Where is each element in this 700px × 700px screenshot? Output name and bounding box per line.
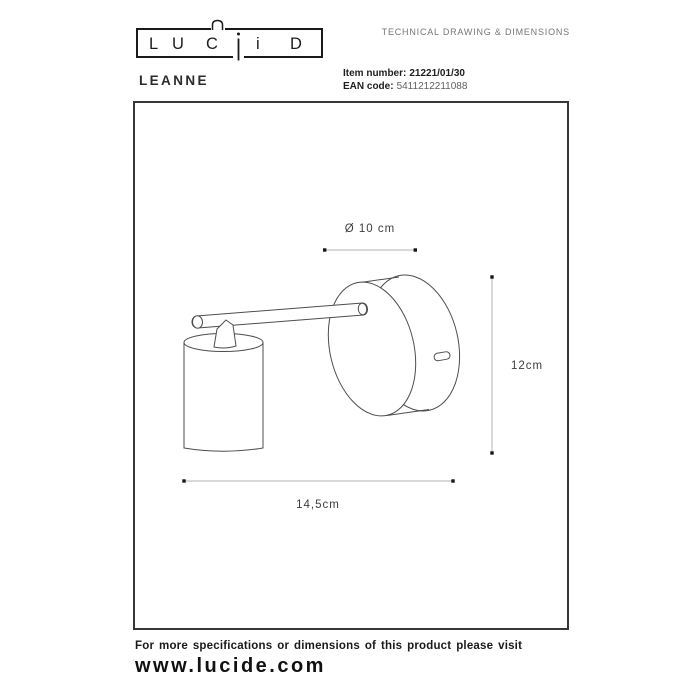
doc-title: TECHNICAL DRAWING & DIMENSIONS <box>381 27 570 37</box>
logo-letter-d: i <box>256 35 260 53</box>
item-info-block <box>343 68 467 93</box>
height-label: 12cm <box>511 360 544 372</box>
arm-end-cap <box>192 315 203 328</box>
footer-note: For more specifications or dimensions of this product please visit <box>135 640 523 652</box>
technical-drawing <box>135 103 567 628</box>
logo-letter-u: U <box>172 35 184 53</box>
diameter-label: Ø 10 cm <box>344 223 396 235</box>
dimension-diameter <box>323 223 417 252</box>
item-number-line <box>343 68 467 81</box>
width-label: 14,5cm <box>296 499 340 511</box>
lucide-logo <box>136 18 323 64</box>
ean-line <box>343 81 467 94</box>
logo-letter-c: C <box>206 35 218 53</box>
mounting-slot <box>434 351 451 361</box>
ean-value: 5411212211088 <box>396 80 468 92</box>
dimension-height <box>490 275 543 454</box>
item-number-label: Item number: <box>343 68 407 79</box>
logo-letters <box>149 35 302 53</box>
logo-letter-e: D <box>290 35 302 53</box>
shade-cylinder <box>184 343 263 452</box>
dimension-width <box>182 479 454 511</box>
item-number-value: 21221/01/30 <box>409 68 465 79</box>
logo-letter-l: L <box>149 35 159 53</box>
drawing-frame <box>133 101 569 630</box>
wall-plate-front <box>316 273 428 424</box>
logo-letter-i <box>237 33 240 61</box>
logo-flame-icon <box>213 21 223 31</box>
footer-website-link[interactable]: www.lucide.com <box>135 655 326 677</box>
ean-label: EAN code: <box>343 80 394 92</box>
product-name: LEANNE <box>139 73 209 88</box>
